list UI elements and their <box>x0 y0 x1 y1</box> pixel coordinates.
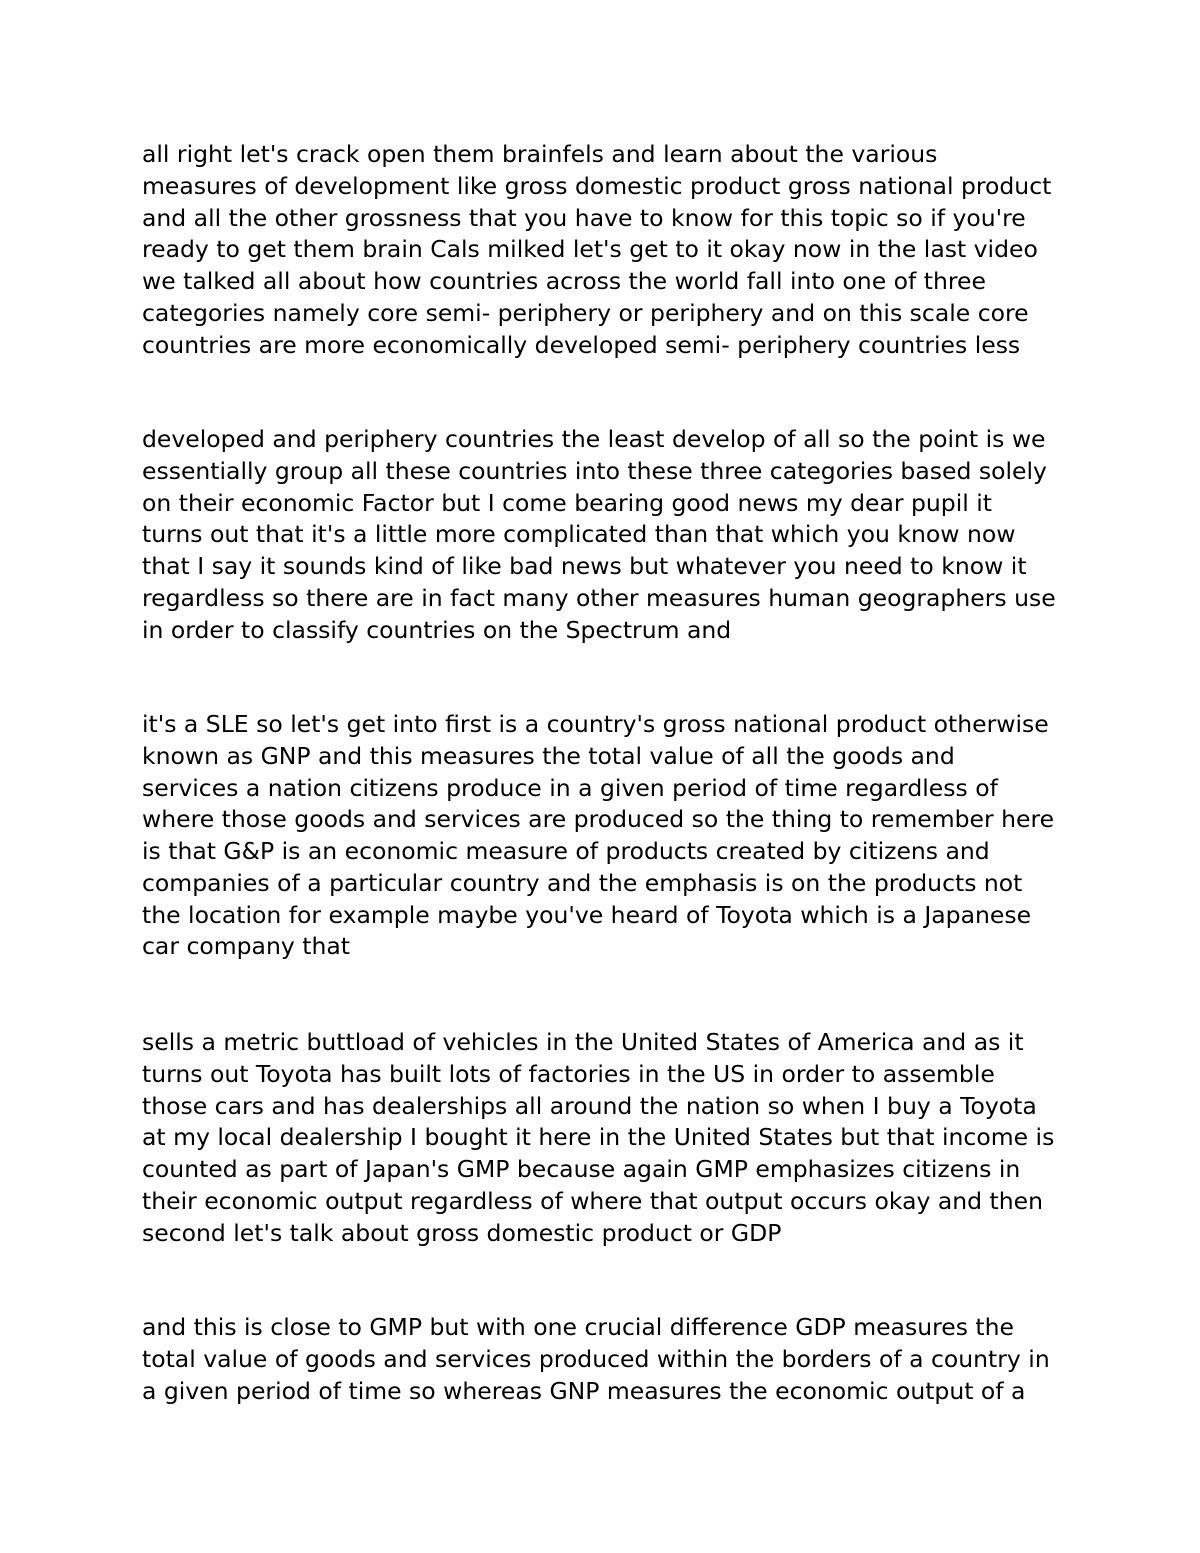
paragraph-3: it's a SLE so let's get into first is a country's gross national product otherwise known as GNP and this measures the total value of all the goods and services a nation citizens produce in a given period of time regardless of where those goods and services are produced so the thing to remember here is that G&P is an economic measure of products created by citizens and companies of a particular country and the emphasis is on the products not the location for example maybe you've heard of Toyota which is a Japanese car company that <box>142 710 1055 961</box>
paragraph-4: sells a metric buttload of vehicles in the United States of America and as it turns out Toyota has built lots of factories in the US in order to assemble those cars and has dealerships all around the nation so when I buy a Toyota at my local dealership I bought it here in the United States but that income is counted as part of Japan's GMP because again GMP emphasizes citizens in their economic output regardless of where that output occurs okay and then second let's talk about gross domestic product or GDP <box>142 1028 1055 1247</box>
paragraph-2: developed and periphery countries the least develop of all so the point is we essentially group all these countries into these three categories based solely on their economic Factor but I come bearing good news my dear pupil it turns out that it's a little more complicated than that which you know now that I say it sounds kind of like bad news but whatever you need to know it regardless so there are in fact many other measures human geographers use in order to classify countries on the Spectrum and <box>142 425 1056 644</box>
paragraph-5: and this is close to GMP but with one crucial difference GDP measures the total value of goods and services produced within the borders of a country in a given period of time so whereas GNP measures the economic output of a <box>142 1313 1050 1405</box>
paragraph-1: all right let's crack open them brainfels and learn about the various measures of development like gross domestic product gross national product and all the other grossness that you have to know for this topic so if you're ready to get them brain Cals milked let's get to it okay now in the last video we talked all about how countries across the world fall into one of three categories namely core semi- periphery or periphery and on this scale core countries are more economically developed semi- periphery countries less <box>142 140 1052 359</box>
